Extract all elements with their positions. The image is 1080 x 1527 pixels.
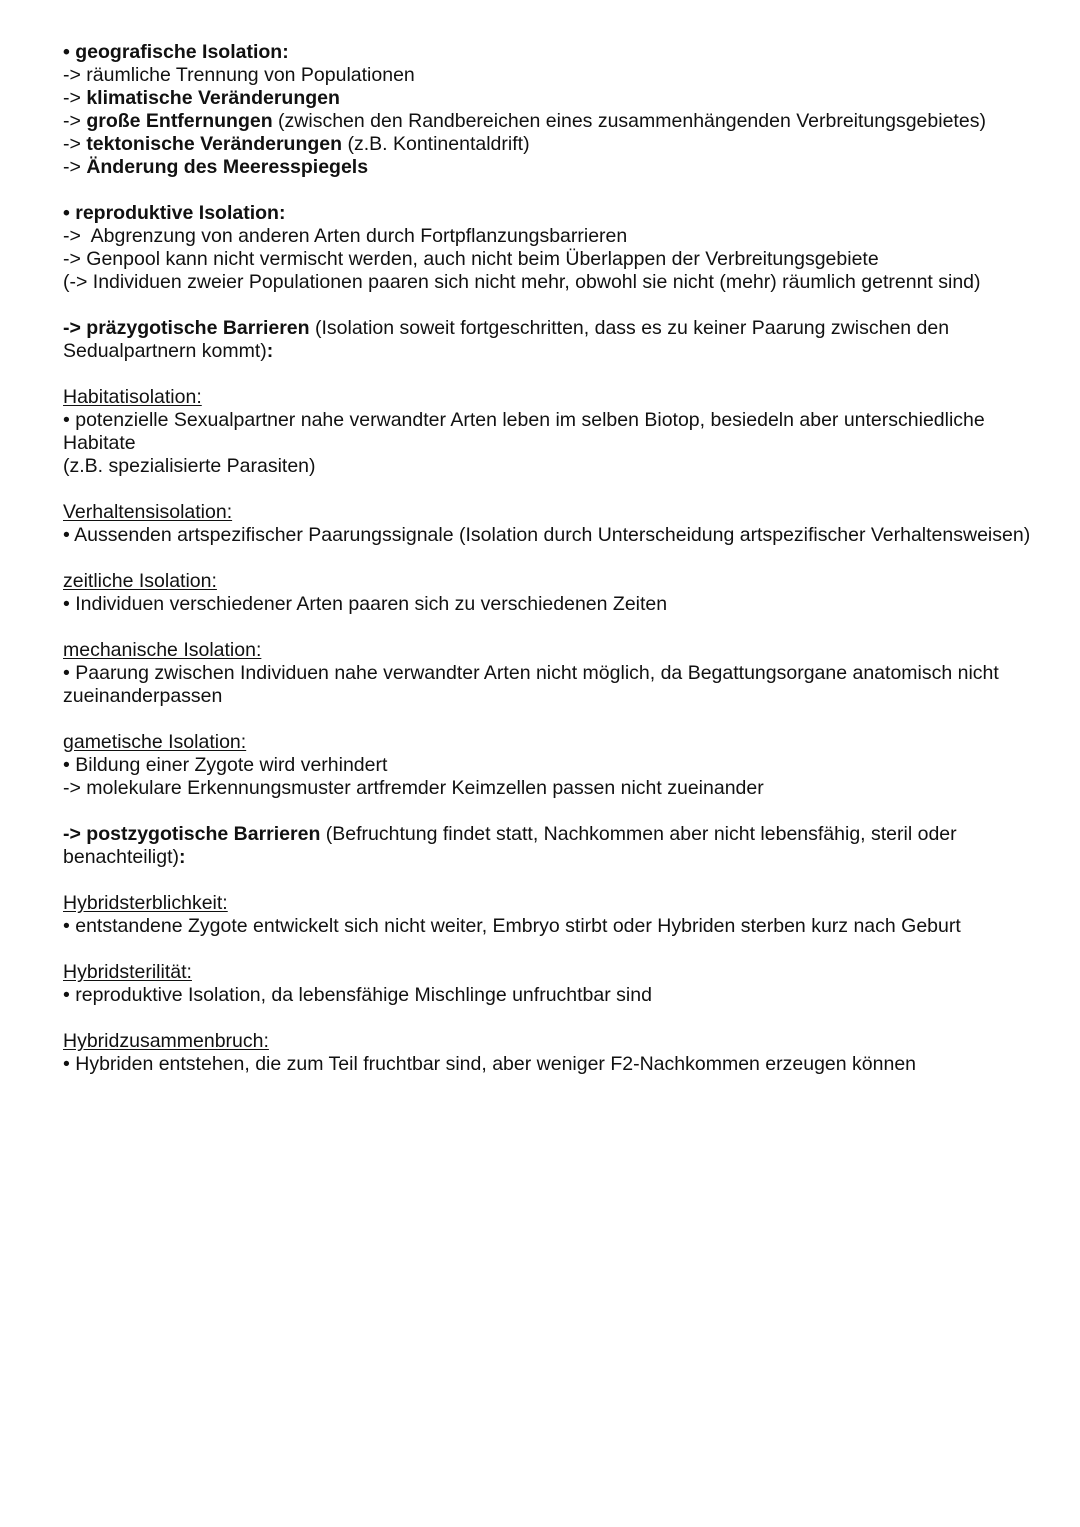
gametic-isolation bbox=[63, 731, 1043, 800]
list-item: • Bildung einer Zygote wird verhindert bbox=[63, 754, 388, 776]
postzygotic-barriers-heading: -> postzygotische Barrieren (Befruchtung findet statt, Nachkommen aber nicht lebensfähig, steril oder benachteiligt): bbox=[63, 823, 957, 868]
spacer bbox=[63, 869, 1043, 892]
spacer bbox=[63, 800, 1043, 823]
list-item: -> große Entfernungen (zwischen den Randbereichen eines zusammenhängenden Verbreitungsgebietes) bbox=[63, 110, 986, 132]
subsection-title: mechanische Isolation: bbox=[63, 639, 262, 661]
list-item: • Hybriden entstehen, die zum Teil fruchtbar sind, aber weniger F2-Nachkommen erzeugen können bbox=[63, 1053, 917, 1075]
document-page bbox=[63, 41, 1043, 1076]
list-item: • entstandene Zygote entwickelt sich nicht weiter, Embryo stirbt oder Hybriden sterben kurz nach Geburt bbox=[63, 915, 961, 937]
list-item: -> Änderung des Meeresspiegels bbox=[63, 156, 369, 178]
list-item: -> klimatische Veränderungen bbox=[63, 87, 340, 109]
list-item: • reproduktive Isolation, da lebensfähige Mischlinge unfruchtbar sind bbox=[63, 984, 652, 1006]
habitat-isolation bbox=[63, 386, 1043, 478]
prezygotic-barriers-heading: -> präzygotische Barrieren (Isolation soweit fortgeschritten, dass es zu keiner Paarung zwischen den Sedualpartnern kommt): bbox=[63, 317, 950, 362]
subsection-title: gametische Isolation: bbox=[63, 731, 247, 753]
section-reproductive-isolation bbox=[63, 202, 1043, 294]
spacer bbox=[63, 1007, 1043, 1030]
spacer bbox=[63, 708, 1043, 731]
hybrid-breakdown bbox=[63, 1030, 1043, 1076]
subsection-title: zeitliche Isolation: bbox=[63, 570, 217, 592]
spacer bbox=[63, 179, 1043, 202]
hybrid-sterility bbox=[63, 961, 1043, 1007]
subsection-title: Hybridsterblichkeit: bbox=[63, 892, 228, 914]
list-item: (z.B. spezialisierte Parasiten) bbox=[63, 455, 316, 477]
spacer bbox=[63, 363, 1043, 386]
behavioral-isolation bbox=[63, 501, 1043, 547]
list-item: -> räumliche Trennung von Populationen bbox=[63, 64, 415, 86]
section-heading: • reproduktive Isolation: bbox=[63, 202, 286, 224]
subsection-title: Habitatisolation: bbox=[63, 386, 202, 408]
list-item: -> Genpool kann nicht vermischt werden, auch nicht beim Überlappen der Verbreitungsgebiete bbox=[63, 248, 879, 270]
list-item: • Aussenden artspezifischer Paarungssignale (Isolation durch Unterscheidung artspezifischer Verhaltensweisen) bbox=[63, 524, 1031, 546]
subsection-title: Hybridsterilität: bbox=[63, 961, 192, 983]
subsection-title: Verhaltensisolation: bbox=[63, 501, 233, 523]
section-geographic-isolation bbox=[63, 41, 1043, 179]
list-item: • Individuen verschiedener Arten paaren sich zu verschiedenen Zeiten bbox=[63, 593, 668, 615]
spacer bbox=[63, 616, 1043, 639]
list-item: (-> Individuen zweier Populationen paaren sich nicht mehr, obwohl sie nicht (mehr) räumlich getrennt sind) bbox=[63, 271, 981, 293]
spacer bbox=[63, 938, 1043, 961]
list-item: -> molekulare Erkennungsmuster artfremder Keimzellen passen nicht zueinander bbox=[63, 777, 764, 799]
list-item: -> tektonische Veränderungen (z.B. Kontinentaldrift) bbox=[63, 133, 530, 155]
section-heading: • geografische Isolation: bbox=[63, 41, 289, 63]
list-item: -> Abgrenzung von anderen Arten durch Fortpflanzungsbarrieren bbox=[63, 225, 628, 247]
spacer bbox=[63, 294, 1043, 317]
spacer bbox=[63, 478, 1043, 501]
list-item: • potenzielle Sexualpartner nahe verwandter Arten leben im selben Biotop, besiedeln aber unterschiedliche Habitate bbox=[63, 409, 985, 454]
temporal-isolation bbox=[63, 570, 1043, 616]
hybrid-mortality bbox=[63, 892, 1043, 938]
list-item: • Paarung zwischen Individuen nahe verwandter Arten nicht möglich, da Begattungsorgane anatomisch nicht zueinanderpassen bbox=[63, 662, 999, 707]
mechanical-isolation bbox=[63, 639, 1043, 708]
subsection-title: Hybridzusammenbruch: bbox=[63, 1030, 269, 1052]
spacer bbox=[63, 547, 1043, 570]
